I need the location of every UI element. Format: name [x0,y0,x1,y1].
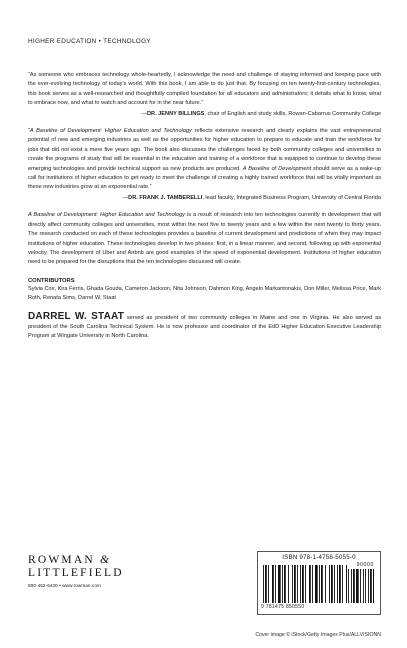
quote-tamberelli-attribution [28,194,381,203]
attribution-role: , lead faculty, Integrated Business Program, University of Central Florida [202,194,381,201]
quote-billings-attribution [28,110,381,119]
barcode-bar [334,565,335,603]
category-line: HIGHER EDUCATION • TECHNOLOGY [28,38,151,45]
barcode-bar [373,569,374,603]
barcode-bar [321,565,323,603]
barcode-bar [353,569,355,603]
ean-barcode [263,565,347,603]
publisher-contact: 800-462-6420 • www.rowman.com [28,583,101,588]
contributors-list: Sylvia Cox, Kira Ferris, Ghada Gouda, Cameron Jackson, Nita Johnson, Dahmon King, Angelo Markantonakis, Don Miller, Melissa Price, Mark Roth, Renata Sims, Darrel W. Staat [28,285,381,302]
barcode-bar [268,565,269,603]
barcode-bar [329,565,330,603]
logo-word-rowman: ROWMAN [28,554,95,566]
description-text: is a result of research into ten technologies currently in development that will directly affect community colleges and universities, most within the next five to twenty years and a few within the next twenty to thirty years. The research conducted on each of these technologies provides a baseline of current development and predictions of when they may impact institutions of higher education. These technologies develop in two phases: first, in a linear manner, and second, following up with exponential velocity. The development of Uber and Airbnb are good examples of the speed of exponential development. Institutions of higher education need to be prepared for the disruptions that the ten technologies discussed will create. [28,212,381,266]
barcode-bar [305,565,306,603]
bottom-block [28,551,381,615]
barcode-bar [278,565,281,603]
barcode-bar [272,565,274,603]
barcode-bar [263,565,264,603]
book-title-italic: A Baseline of Development: Higher Education and Technology [29,128,192,135]
barcode-box [257,551,381,615]
logo-line-2: LITTLEFIELD [28,567,124,579]
attribution-name: DR. FRANK J. TAMBERELLI [128,194,203,201]
barcode-bar [365,569,366,603]
description-title-italic: A Baseline of Development: Higher Education and Technology [28,212,186,219]
attribution-name: DR. JENNY BILLINGS [147,110,205,117]
barcode-bar [302,565,304,603]
barcode-bar [294,565,296,603]
quote-billings: “As someone who embraces technology whole-heartedly, I acknowledge the need and challenge of staying informed and keeping pace with the ever-evolving technology of today’s world. With this book, I am able to do just that. By focusing on ten twenty-first-century technologies, this book serves as a well-researched and thoughtfully compiled foundation for all educators and administrators; it details what to know, what to embrace now, and what to watch and account for in the near future.” [28,72,381,107]
barcode-bar [370,569,372,603]
barcode-bar [331,565,333,603]
barcode-bar [288,565,289,603]
quote-open-mark: “ [28,128,30,135]
barcode-bar [292,565,293,603]
barcode-bar [337,565,338,603]
barcode-bar [282,565,283,603]
barcode-bar [297,565,298,603]
barcode-bar [284,565,286,603]
barcode-bar [265,565,267,603]
attribution-dash: — [141,110,147,117]
barcode-bar [356,569,359,603]
quote-text-part-a: reflects extensive research and clearly explains the vast entrepreneurial potential of new and emerging industries as well as the opportunities for higher education to prepare to educate and train the workforce for jobs that did not exist a mere five years ago. The book also discusses the challenges faced by both community colleges and universities to create the programs of study that will be essential in the education and training of a workforce that is equipped to continue to develop these emerging technologies and provide technical support as new products are produced. [28,128,382,172]
author-bio [28,312,381,342]
author-bio-text: served as president of two community colleges in Maine and one in Virginia. He also served as president of the South Carolina Technical System. He is now professor and coordinator of the EdD Higher Education Executive Leadership Program at Wingate University in North Carolina. [28,314,381,340]
barcode-bar [312,565,313,603]
author-name: DARREL W. STAAT [28,310,125,322]
barcode-bar [315,565,318,603]
barcode-bar [309,565,311,603]
logo-line-1 [28,554,198,567]
attribution-role: , chair of English and study skills, Rowan-Cabarrus Community College [204,110,381,117]
quote-tamberelli [28,127,381,193]
isbn-number: ISBN 978-1-4758-5055-0 [282,554,356,561]
barcode-digits: 9 781475 850550 [261,604,305,610]
cover-image-credit: Cover image © iStock/Getty Images Plus/ALLVISIONN [255,632,381,638]
barcode-bar [351,569,352,603]
logo-ampersand: & [99,554,109,566]
contributors-heading: CONTRIBUTORS [28,277,75,284]
publisher-logo [28,554,198,588]
barcode-bar [368,569,369,603]
quote-text-part-b: should serve as a wake-up call for institutions of higher education to get ready to meet the challenge of creating a highly trained workforce that will be vitally important as these new industries grow at an exponential rate.” [28,165,381,191]
barcode-bar [346,565,347,603]
book-title-short-italic: A Baseline of Development [242,165,312,172]
barcode-bar [348,569,349,603]
attribution-dash: — [122,194,129,201]
barcode-bar [325,565,326,603]
barcode-bar [339,565,341,603]
book-description [28,211,381,267]
barcode-bar [275,565,276,603]
barcode-bar [360,569,361,603]
barcode-bar [319,565,320,603]
price-code: 90000 [356,562,374,568]
barcode-bar [300,565,301,603]
barcode-bar [342,565,343,603]
price-barcode [348,569,374,603]
barcode-bar [363,569,364,603]
